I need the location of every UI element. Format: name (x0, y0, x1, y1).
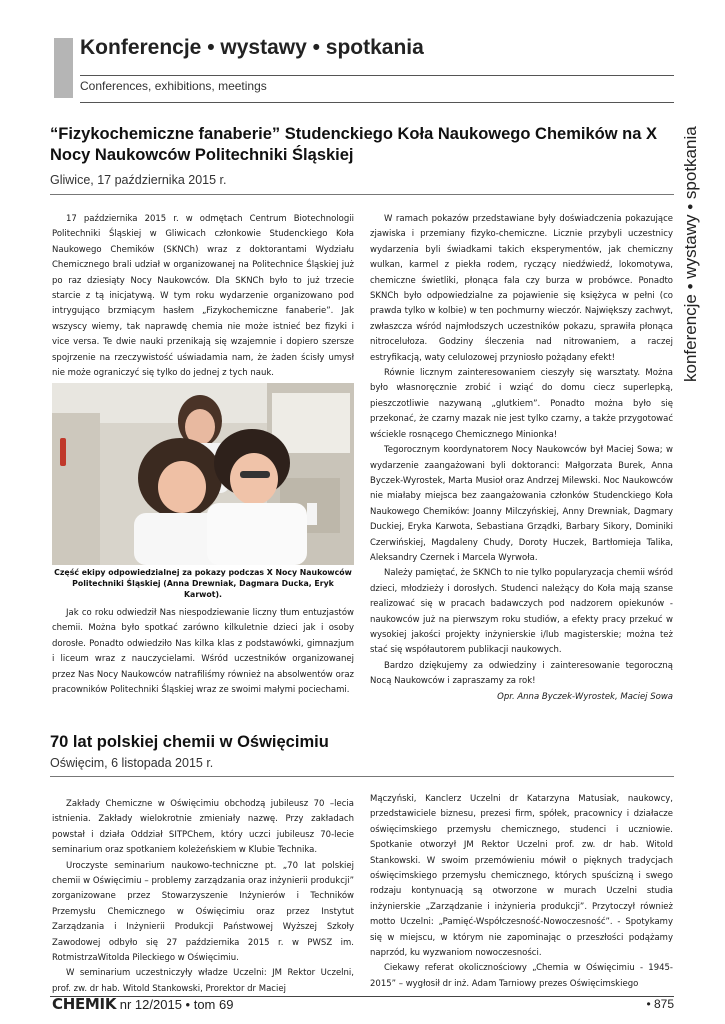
article1-paragraph: Bardzo dziękujemy za odwiedziny i zainteresowanie tegoroczną Nocą Naukowców i zapraszamy za rok! (370, 660, 673, 687)
side-section-label: konferencje • wystawy • spotkania (681, 126, 700, 382)
article1-title: “Fizykochemiczne fanaberie” Studenckiego Koła Naukowego Chemików na X Nocy Naukowców Politechniki Śląskiej (50, 125, 657, 164)
article1-paragraph: W ramach pokazów przedstawiane były doświadczenia pokazujące zjawiska i przemiany fizyko-chemiczne. Licznie przybyli uczestnicy wydarzenia byli świadkami takich eksperymentów, jak chemiczny wulkan, karmel z piekła rodem, ryczący niedźwiedź, lokomotywa, chemiczne świetliki, płonąca fala czy burza w probówce. Ponadto SKNCh było odpowiedzialne za pojawienie się księżyca w pełni (co prawda tylko w kolbie) w ten pochmurny wieczór. Największy zachwyt, zwłaszcza wśród najmłodszych uczestników pokazu, sprawiła płonąca nitrocelułoza. Godziny śleczenia nad nitrowaniem, a raczej estryfikacją, waty celulozowej przyniosło pożądany efekt! (370, 214, 673, 363)
article1-paragraph: 17 października 2015 r. w odmętach Centrum Biotechnologii Politechniki Śląskiej w Gliwicach członkowie Studenckiego Koła Naukowego Chemików (SKNCh) wraz z doktorantami Wydziału Chemicznego brali udział w organizowanej na Politechnice Śląskiej już po raz dziesiąty Nocy Naukowców. Dla SKNCh było to już trzecie starcie z tą inicjatywą. W tym roku wydarzenie organizowano pod intrygująco brzmiącym hasłem „Fizykochemiczne fanaberie”. Jak wszyscy wiemy, tak naprawdę chemia nie może istnieć bez fizyki i vice versa. Te dwie nauki przenikają się wzajemnie i dopiero szersze spojrzenie na rzeczywistość uświadamia nam, że żaden ścisły umysł nie może ograniczyć się tylko do jednej z tych nauk. (52, 214, 354, 379)
article1-paragraph: Należy pamiętać, że SKNCh to nie tylko popularyzacja chemii wśród dzieci, młodzieży i dorosłych. Studenci należący do Koła mają szanse realizować się w pracach badawczych pod nadzorem opiekunów - naukowców już na pierwszym roku studiów, a efekty pracy przekuć w wysokiej jakości projekty inżynierskie i/lub magisterskie; można też stać się współautorem publikacji naukowych. (370, 568, 673, 656)
section-subtitle: Conferences, exhibitions, meetings (80, 79, 267, 93)
header-accent-bar (54, 38, 73, 98)
article2-paragraph: Ciekawy referat okolicznościowy „Chemia w Oświęcimiu - 1945-2015” – wygłosił dr inż. Adam Tarniowy prezes Oświęcimskiego (370, 963, 673, 989)
article1-date: Gliwice, 17 października 2015 r. (50, 173, 227, 187)
section-title: Konferencje • wystawy • spotkania (80, 36, 424, 59)
article1-column1-bottom (52, 606, 354, 698)
article2-date: Oświęcim, 6 listopada 2015 r. (50, 756, 214, 770)
article2-paragraph: Uroczyste seminarium naukowo-techniczne pt. „70 lat polskiej chemii w Oświęcimiu – problemy zarządzania oraz inżynierii produkcji” zorganizowane przez Stowarzyszenie Inżynierów i Techników Przemysłu Chemicznego w Oświęcimiu oraz przez Instytut Zarządzania i Inżynierii Produkcji Państwowej Wyższej Szkoły Zawodowej odbyło się 27 października 2015 r. w PWSZ im. RotmistrzaWitolda Pileckiego w Oświęcimiu. (52, 860, 354, 964)
article1-paragraph: Tegorocznym koordynatorem Nocy Naukowców był Maciej Sowa; w wydarzenie zaangażowani byli doktoranci: Małgorzata Burek, Anna Byczek-Wyrostek, Marta Musioł oraz Andrzej Milewski. Noc Naukowców nie miałaby miejsca bez zaangażowania członków Studenckiego Koła Naukowego Chemików: Joanny Milczyńskiej, Anny Drewniak, Dagmary Duckiej, Eryka Karwota, Sebastiana Grządki, Barbary Sikory, Dominiki Czerwińskiej, Magdaleny Chudy, Doroty Huczek, Bartłomieja Talika, Aleksandry Czernek i Marcela Wyrwoła. (370, 445, 673, 563)
footer (52, 995, 233, 1013)
article1-column1-top (52, 212, 354, 381)
article1-signature: Opr. Anna Byczek-Wyrostek, Maciej Sowa (497, 691, 673, 702)
article1-paragraph: Równie licznym zainteresowaniem cieszyły się warsztaty. Można było własnoręcznie zrobić i wziąć do domu ciecz superlepką, pieszczotliwie nazywaną „glutkiem”. Ponadto można było się przekonać, że czarny mazak nie jest tylko czarny, a także przygotować wściekle rosnącego Chemicznego Minionka! (370, 368, 673, 440)
article2-paragraph: Zakłady Chemiczne w Oświęcimiu obchodzą jubileusz 70 –lecia istnienia. Zakłady wielokrotnie zmieniały nazwę. Przy zakładach powstał i działa Oddział SITPChem, który uczci jubileusz 70-lecie seminarium oraz spotkaniem koleżeńskiem w Klubie Technika. (52, 799, 354, 856)
article2-column2 (370, 792, 673, 992)
article2-title: 70 lat polskiej chemii w Oświęcimiu (50, 733, 329, 751)
article2-column1 (52, 797, 354, 997)
header-rule (80, 75, 674, 76)
header-rule-bottom (80, 102, 674, 103)
article1-paragraph: Jak co roku odwiedził Nas niespodziewanie liczny tłum entuzjastów chemii. Można było spotkać zarówno kilkuletnie dzieci jak i osoby dorosłe. Ponadto odwiedziło Nas kilka klas z podstawówki, gimnazjum i liceum wraz z nauczycielami. Wśród uczestników organizowanej przez Nas Nocy Naukowców natrafiliśmy również na absolwentów oraz pracowników Politechniki Śląskiej wraz ze swoimi małymi pociechami. (52, 608, 354, 696)
photo-caption: Część ekipy odpowiedzialnej za pokazy podczas X Nocy Naukowców Politechniki Śląskiej (Anna Drewniak, Dagmara Ducka, Eryk Karwot). (54, 568, 352, 599)
article2-paragraph: W seminarium uczestniczyły władze Uczelni: JM Rektor Uczelni, prof. zw. dr hab. Witold Stankowski, Prorektor dr Maciej (52, 968, 354, 994)
article1-rule (50, 194, 674, 195)
article2-rule (50, 776, 674, 777)
page-number: • 875 (646, 997, 674, 1011)
article1-column2 (370, 212, 673, 705)
article1-photo (52, 383, 354, 565)
journal-brand: CHEMIK (52, 995, 117, 1013)
journal-issue: nr 12/2015 • tom 69 (119, 997, 234, 1012)
article2-paragraph: Mączyński, Kanclerz Uczelni dr Katarzyna Matusiak, naukowcy, przedstawiciele biznesu, prezesi firm, spółek, pracownicy i działacze oświęcimskiego przemysłu chemicznego, studenci i uczniowie. Spotkanie otworzył JM Rektor Uczelni prof. zw. dr hab. Witold Stankowski. W swoim przemówieniu mówił o pięknych tradycjach oświęcimskiego przemysłu chemicznego, których spuścizną i swego rodzaju kontynuacją są otworzone w murach Uczelni studia inżynierskie „Zarządzanie i inżynieria produkcji”. Przytoczył również motto Uczelni: „Pamięć-Współczesność-Nowoczesność”. - Spotykamy się w miejscu, w którym nie zapominając o przeszłości podążamy naprzód, ku wyzwaniom nowoczesności. (370, 794, 673, 959)
